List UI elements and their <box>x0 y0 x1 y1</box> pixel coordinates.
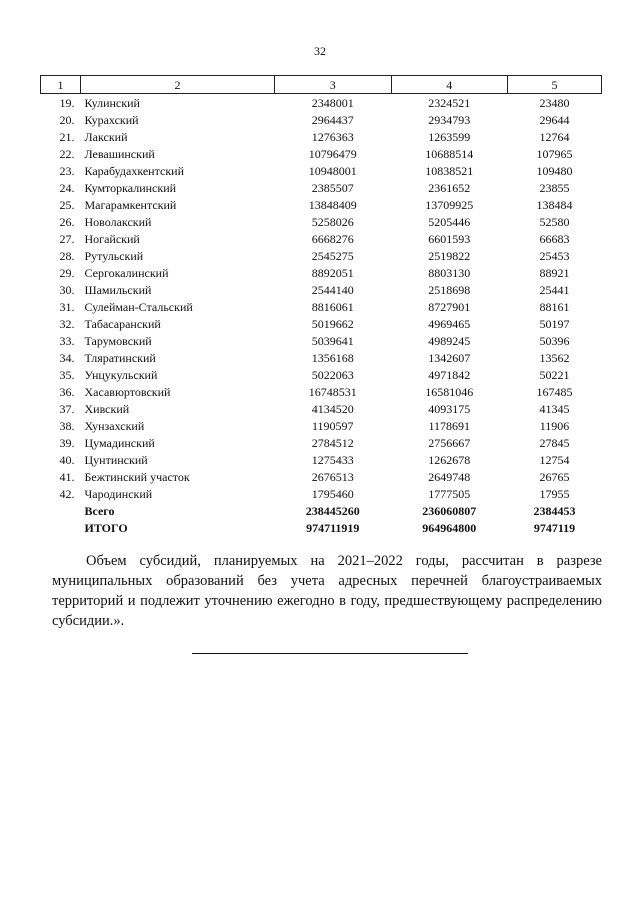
row-number: 41. <box>59 469 75 484</box>
value-col-5: 50197 <box>539 316 570 331</box>
district-name: Хивский <box>84 401 130 416</box>
separator-line <box>192 653 468 654</box>
value-col-5: 12764 <box>539 129 570 144</box>
value-col-3: 10796479 <box>308 146 357 161</box>
value-col-3: 6668276 <box>311 231 354 246</box>
value-col-5: 23855 <box>539 180 570 195</box>
row-number: 28. <box>59 248 75 263</box>
value-col-5: 11906 <box>539 418 570 433</box>
value-col-4: 1262678 <box>428 452 471 467</box>
district-name: Табасаранский <box>84 316 161 331</box>
value-col-5: 88161 <box>539 299 570 314</box>
value-col-5: 66683 <box>539 231 570 246</box>
value-col-5: 138484 <box>536 197 573 212</box>
value-col-4: 4989245 <box>428 333 471 348</box>
table-row <box>41 451 602 468</box>
table-row <box>41 128 602 145</box>
row-number: 32. <box>59 316 75 331</box>
row-number: 22. <box>59 146 75 161</box>
row-number: 31. <box>59 299 75 314</box>
district-name: Хунзахский <box>84 418 145 433</box>
value-col-4: 16581046 <box>425 384 474 399</box>
value-col-4: 2324521 <box>428 95 471 110</box>
row-number: 38. <box>59 418 75 433</box>
total-number-cell <box>41 519 81 536</box>
table-row <box>41 315 602 332</box>
value-col-4: 6601593 <box>428 231 471 246</box>
table-row <box>41 468 602 485</box>
table-row <box>41 434 602 451</box>
district-name: Тарумовский <box>84 333 152 348</box>
table-row <box>41 417 602 434</box>
value-col-4: 5205446 <box>428 214 471 229</box>
value-col-3: 2385507 <box>311 180 354 195</box>
district-name: Новолакский <box>84 214 152 229</box>
value-col-4: 1178691 <box>428 418 471 433</box>
total-col-4: 236060807 <box>422 503 477 518</box>
header-col-2: 2 <box>81 76 275 94</box>
value-col-5: 25453 <box>539 248 570 263</box>
total-row <box>41 519 602 536</box>
district-name: Цунтинский <box>84 452 148 467</box>
subsidy-table <box>40 75 602 536</box>
value-col-5: 25441 <box>539 282 570 297</box>
value-col-5: 17955 <box>539 486 570 501</box>
value-col-3: 2544140 <box>311 282 354 297</box>
table-row <box>41 298 602 315</box>
district-name: Кулинский <box>84 95 140 110</box>
row-number: 26. <box>59 214 75 229</box>
total-col-3: 974711919 <box>306 520 360 535</box>
table-row <box>41 94 602 112</box>
value-col-3: 8816061 <box>311 299 354 314</box>
value-col-5: 167485 <box>536 384 573 399</box>
value-col-4: 2649748 <box>428 469 471 484</box>
value-col-5: 12754 <box>539 452 570 467</box>
value-col-3: 2784512 <box>311 435 354 450</box>
value-col-3: 5019662 <box>311 316 354 331</box>
note-paragraph: Объем субсидий, планируемых на 2021–2022 годы, рассчитан в разрезе муниципальных образований без учета адресных перечней благоустраиваемых территорий и подлежит уточнению ежегодно в году, предшествующему распределению субсидии.». <box>52 553 602 629</box>
value-col-5: 50221 <box>539 367 570 382</box>
table-row <box>41 196 602 213</box>
row-number: 29. <box>59 265 75 280</box>
total-col-5: 9747119 <box>533 520 576 535</box>
district-name: Сергокалинский <box>84 265 169 280</box>
value-col-4: 2518698 <box>428 282 471 297</box>
row-number: 23. <box>59 163 75 178</box>
row-number: 35. <box>59 367 75 382</box>
table-row <box>41 332 602 349</box>
page-number: 32 <box>314 44 326 58</box>
row-number: 37. <box>59 401 75 416</box>
district-name: Левашинский <box>84 146 155 161</box>
header-col-5: 5 <box>508 76 602 94</box>
table-row <box>41 230 602 247</box>
district-name: Кумторкалинский <box>84 180 177 195</box>
table-row <box>41 485 602 502</box>
table-header-row <box>41 76 602 94</box>
value-col-5: 52580 <box>539 214 570 229</box>
value-col-5: 23480 <box>539 95 570 110</box>
district-name: Лакский <box>84 129 128 144</box>
row-number: 36. <box>59 384 75 399</box>
value-col-3: 10948001 <box>308 163 357 178</box>
value-col-3: 5039641 <box>311 333 354 348</box>
district-name: Бежтинский участок <box>84 469 190 484</box>
district-name: Рутульский <box>84 248 144 263</box>
value-col-5: 109480 <box>536 163 573 178</box>
value-col-5: 88921 <box>539 265 570 280</box>
value-col-3: 2676513 <box>311 469 354 484</box>
table-row <box>41 111 602 128</box>
value-col-5: 50396 <box>539 333 570 348</box>
row-number: 24. <box>59 180 75 195</box>
value-col-3: 1276363 <box>311 129 354 144</box>
district-name: Шамильский <box>84 282 152 297</box>
value-col-4: 4969465 <box>428 316 471 331</box>
district-name: Ногайский <box>84 231 140 246</box>
total-label: ИТОГО <box>84 520 128 535</box>
value-col-3: 2964437 <box>311 112 354 127</box>
value-col-3: 13848409 <box>308 197 357 212</box>
district-name: Курахский <box>84 112 139 127</box>
table-row <box>41 366 602 383</box>
row-number: 19. <box>59 95 75 110</box>
table-row <box>41 349 602 366</box>
district-name: Сулейман-Стальский <box>84 299 193 314</box>
row-number: 20. <box>59 112 75 127</box>
value-col-4: 1342607 <box>428 350 471 365</box>
value-col-4: 2934793 <box>428 112 471 127</box>
row-number: 34. <box>59 350 75 365</box>
table-row <box>41 179 602 196</box>
value-col-5: 13562 <box>539 350 570 365</box>
value-col-3: 5022063 <box>311 367 354 382</box>
district-name: Магарамкентский <box>84 197 177 212</box>
table-row <box>41 247 602 264</box>
table-row <box>41 400 602 417</box>
district-name: Хасавюртовский <box>84 384 171 399</box>
table-row <box>41 145 602 162</box>
value-col-3: 1275433 <box>311 452 354 467</box>
value-col-4: 1263599 <box>428 129 471 144</box>
value-col-4: 4093175 <box>428 401 471 416</box>
row-number: 27. <box>59 231 75 246</box>
district-name: Карабудахкентский <box>84 163 184 178</box>
value-col-4: 10688514 <box>425 146 474 161</box>
value-col-5: 26765 <box>539 469 570 484</box>
value-col-5: 27845 <box>539 435 570 450</box>
header-col-3: 3 <box>275 76 392 94</box>
value-col-5: 41345 <box>539 401 570 416</box>
value-col-4: 13709925 <box>425 197 474 212</box>
value-col-4: 2756667 <box>428 435 471 450</box>
row-number: 33. <box>59 333 75 348</box>
value-col-4: 8727901 <box>428 299 471 314</box>
value-col-3: 2348001 <box>311 95 354 110</box>
header-col-4: 4 <box>391 76 508 94</box>
total-col-3: 238445260 <box>305 503 360 518</box>
district-name: Тляратинский <box>84 350 156 365</box>
value-col-4: 2519822 <box>428 248 471 263</box>
value-col-3: 1356168 <box>311 350 354 365</box>
row-number: 39. <box>59 435 75 450</box>
total-number-cell <box>41 502 81 519</box>
district-name: Цумадинский <box>84 435 155 450</box>
value-col-4: 8803130 <box>428 265 471 280</box>
table-body <box>41 94 602 537</box>
total-col-5: 2384453 <box>533 503 576 518</box>
table-row <box>41 162 602 179</box>
table-row <box>41 213 602 230</box>
value-col-3: 2545275 <box>311 248 354 263</box>
table-row <box>41 281 602 298</box>
total-col-4: 964964800 <box>422 520 477 535</box>
value-col-4: 2361652 <box>428 180 471 195</box>
value-col-3: 8892051 <box>311 265 354 280</box>
value-col-4: 4971842 <box>428 367 471 382</box>
value-col-4: 1777505 <box>428 486 471 501</box>
district-name: Унцукульский <box>84 367 158 382</box>
row-number: 40. <box>59 452 75 467</box>
header-col-1: 1 <box>41 76 81 94</box>
value-col-3: 16748531 <box>308 384 357 399</box>
district-name: Чародинский <box>84 486 153 501</box>
value-col-5: 29644 <box>539 112 570 127</box>
row-number: 42. <box>59 486 75 501</box>
row-number: 21. <box>59 129 75 144</box>
table-row <box>41 383 602 400</box>
total-row <box>41 502 602 519</box>
value-col-3: 1190597 <box>311 418 354 433</box>
row-number: 30. <box>59 282 75 297</box>
value-col-3: 4134520 <box>311 401 354 416</box>
total-label: Всего <box>84 503 115 518</box>
table-row <box>41 264 602 281</box>
value-col-5: 107965 <box>536 146 573 161</box>
value-col-3: 1795460 <box>311 486 354 501</box>
row-number: 25. <box>59 197 75 212</box>
value-col-4: 10838521 <box>425 163 474 178</box>
value-col-3: 5258026 <box>311 214 354 229</box>
